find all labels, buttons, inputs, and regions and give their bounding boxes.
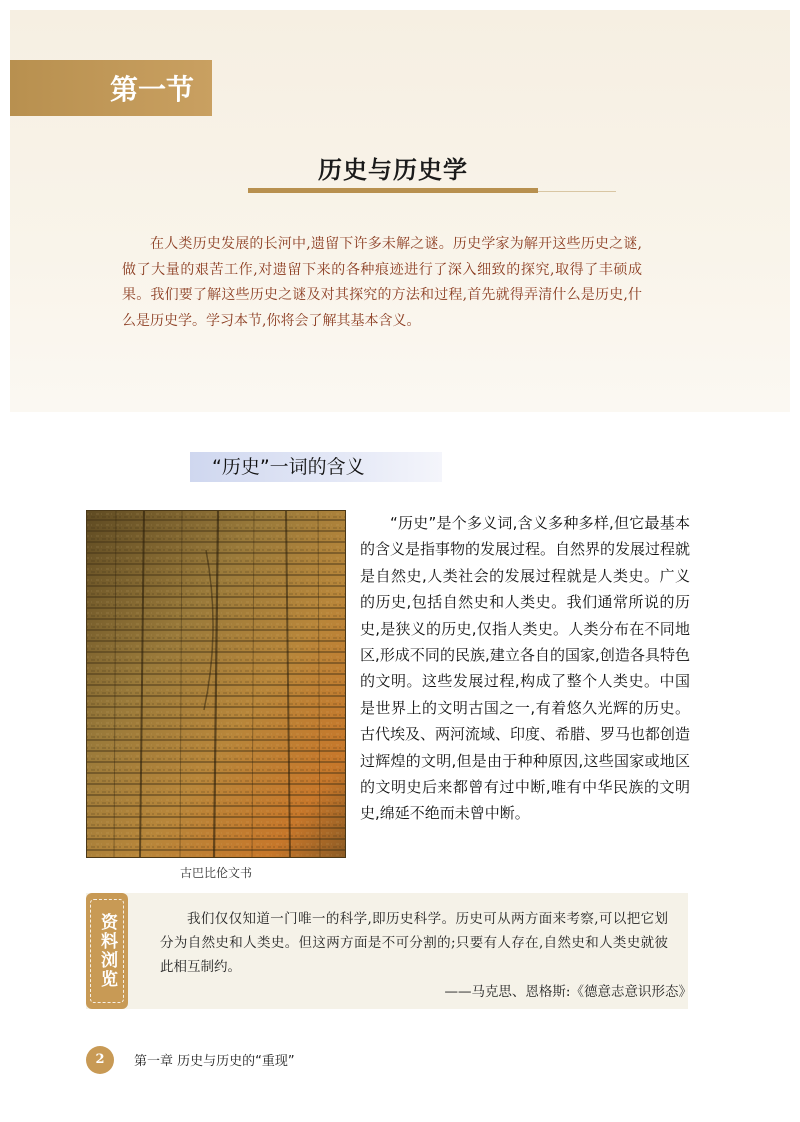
figure-caption: 古巴比伦文书 [179,866,252,880]
reference-badge [86,893,128,1009]
babylonian-tablet-image [86,510,346,858]
title-underline [248,188,538,193]
reference-badge-label: 资料浏览 [90,899,124,1003]
section-tag [10,60,212,116]
body-paragraph: “历史”是个多义词,含义多种多样,但它最基本的含义是指事物的发展过程。自然界的发展过程就是自然史,人类社会的发展过程就是人类史。广义的历史,包括自然史和人类史。我们通常所说的历史,是狭义的历史,仅指人类史。人类分布在不同地区,形成不同的民族,建立各自的国家,创造各具特色的文明。这些发展过程,构成了整个人类史。中国是世界上的文明古国之一,有着悠久光辉的历史。古代埃及、两河流域、印度、希腊、罗马也都创造过辉煌的文明,但是由于种种原因,这些国家或地区的文明史后来都曾有过中断,唯有中华民族的文明史,绵延不绝而未曾中断。 [360,514,691,823]
section-title: 历史与历史学 [318,155,468,184]
tablet-illustration [86,510,346,858]
intro-paragraph: 在人类历史发展的长河中,遗留下许多未解之谜。历史学家为解开这些历史之谜,做了大量的艰苦工作,对遗留下来的各种痕迹进行了深入细致的探究,取得了丰硕成果。我们要了解这些历史之谜及对其探究的方法和过程,首先就得弄清什么是历史,什么是历史学。学习本节,你将会了解其基本含义。 [122,236,642,329]
footer-chapter-title: 第一章 历史与历史的“重现” [134,1054,295,1069]
reference-quote: 我们仅仅知道一门唯一的科学,即历史科学。历史可从两方面来考察,可以把它划分为自然史和人类史。但这两方面是不可分割的;只要有人存在,自然史和人类史就彼此相互制约。 [160,911,668,975]
page-number: 2 [86,1046,114,1074]
section-tag-label: 第一节 [109,73,194,106]
subsection-heading: “历史”一词的含义 [190,452,442,482]
reference-source: ——马克思、恩格斯:《德意志意识形态》 [444,984,692,1000]
title-underline-extension [538,191,616,192]
